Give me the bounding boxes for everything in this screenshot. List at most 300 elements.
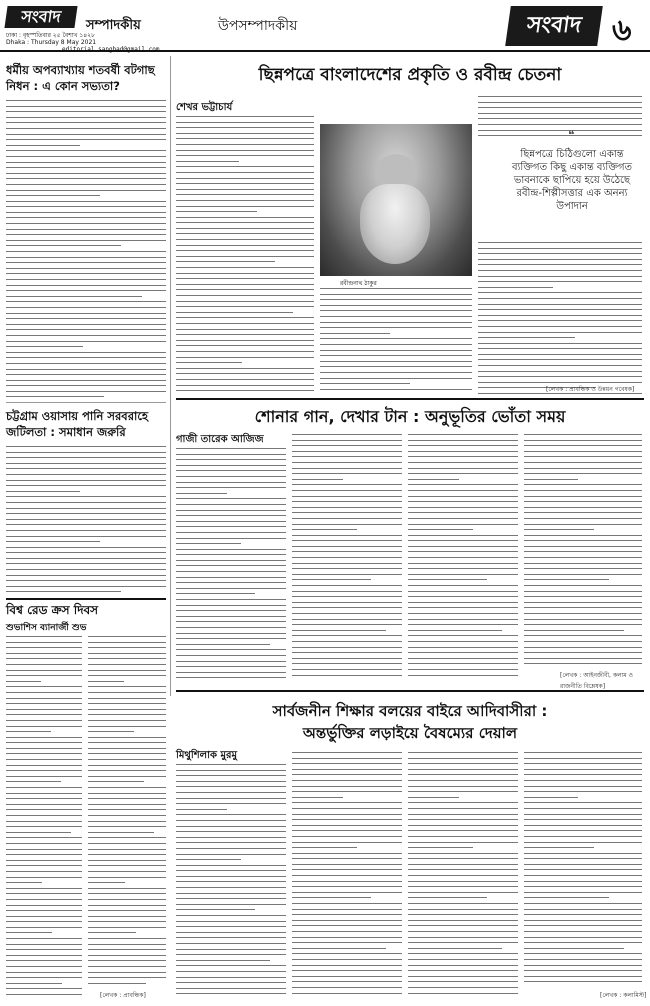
body-text-line [6, 927, 82, 928]
body-text-line [408, 456, 518, 457]
third-byline: মিথুশিলাক মুরমু [176, 750, 238, 761]
body-text-line [176, 476, 286, 477]
body-text-line [176, 368, 314, 369]
body-text-line [478, 365, 642, 366]
body-text-line [478, 259, 642, 260]
body-text-line [292, 752, 402, 753]
body-text-line [292, 937, 402, 938]
body-text-line [176, 122, 314, 123]
body-text-line [176, 362, 242, 363]
body-text-line [176, 459, 286, 460]
body-text-line [6, 178, 166, 179]
body-text-line [524, 434, 642, 435]
body-text-line [88, 865, 166, 866]
body-text-line [408, 663, 518, 664]
body-text-line [408, 484, 518, 485]
body-text-line [176, 532, 286, 533]
left-article3-headline: বিশ্ব রেড ক্রস দিবস [6, 603, 99, 617]
body-text-line [524, 663, 642, 664]
body-text-line [6, 759, 82, 760]
body-text-line [408, 652, 518, 653]
body-text-line [524, 953, 642, 954]
body-text-line [524, 875, 642, 876]
body-text-line [320, 338, 472, 339]
body-text-line [408, 551, 518, 552]
body-text-line [6, 753, 82, 754]
body-text-line [292, 897, 371, 898]
body-text-line [176, 627, 286, 628]
body-text-line [88, 804, 166, 805]
body-text-line [524, 858, 642, 859]
body-text-line [408, 669, 518, 670]
body-text-line [524, 591, 642, 592]
body-text-line [524, 948, 624, 949]
body-text-line [176, 317, 314, 318]
body-text-line [6, 988, 82, 989]
body-text-line [176, 178, 314, 179]
body-text-line [176, 390, 314, 391]
body-text-line [176, 166, 314, 167]
body-text-line [176, 385, 314, 386]
body-text-line [292, 864, 402, 865]
body-text-line [408, 479, 459, 480]
body-text-line [176, 865, 286, 866]
body-text-line [176, 345, 314, 346]
body-text-line [6, 530, 166, 531]
body-text-line [292, 892, 402, 893]
body-text-line [88, 759, 166, 760]
body-text-line [6, 341, 166, 342]
body-text-line [320, 378, 472, 379]
body-text-line [6, 983, 62, 984]
body-text-line [292, 869, 402, 870]
body-text-line [88, 932, 136, 933]
body-text-line [176, 848, 286, 849]
body-text-line [176, 560, 286, 561]
body-text-line [6, 703, 82, 704]
body-text-line [292, 914, 402, 915]
body-text-line [88, 960, 166, 961]
photo-caption: রবীন্দ্রনাথ ঠাকুর [340, 280, 377, 287]
body-text-line [176, 273, 314, 274]
body-text-line [524, 830, 642, 831]
body-text-line [408, 630, 502, 631]
body-text-line [176, 487, 286, 488]
body-text-line [176, 803, 286, 804]
body-text-line [524, 881, 642, 882]
body-text-line [6, 223, 166, 224]
body-text-line [292, 769, 402, 770]
body-text-line [6, 770, 82, 771]
body-text-line [408, 758, 518, 759]
body-text-line [6, 949, 82, 950]
body-text-line [408, 965, 518, 966]
body-text-line [320, 344, 472, 345]
body-text-line [6, 357, 166, 358]
left-article3-credit: [লেখক : প্রাবন্ধিক] [100, 992, 146, 999]
body-text-line [176, 565, 286, 566]
body-text-line [88, 686, 166, 687]
body-text-line [176, 334, 314, 335]
body-text-line [524, 825, 642, 826]
newspaper-logo: সংবাদ [505, 6, 603, 46]
body-text-line [88, 636, 166, 637]
body-text-line [176, 373, 314, 374]
body-text-line [176, 582, 286, 583]
body-text-line [292, 774, 402, 775]
body-text-line [6, 513, 166, 514]
body-text-line [6, 552, 166, 553]
body-text-line [292, 641, 402, 642]
body-text-line [524, 920, 642, 921]
body-text-line [6, 966, 82, 967]
body-text-line [478, 292, 642, 293]
left-divider-1 [6, 402, 166, 403]
body-text-line [88, 781, 144, 782]
body-text-line [6, 128, 166, 129]
body-text-line [176, 543, 241, 544]
body-text-line [408, 641, 518, 642]
body-text-line [408, 814, 518, 815]
body-text-line [292, 507, 402, 508]
body-text-line [292, 791, 402, 792]
body-text-line [478, 107, 642, 108]
body-text-line [524, 540, 642, 541]
body-text-line [88, 860, 166, 861]
body-text-line [292, 808, 402, 809]
body-text-line [408, 864, 518, 865]
author-photo [320, 124, 472, 276]
left-article1-body [6, 100, 166, 400]
body-text-line [176, 211, 257, 212]
body-text-line [6, 837, 82, 838]
body-text-line [524, 780, 642, 781]
body-text-line [524, 970, 642, 971]
body-text-line [176, 256, 314, 257]
body-text-line [6, 882, 42, 883]
body-text-line [292, 780, 402, 781]
body-text-line [88, 854, 166, 855]
body-text-line [6, 714, 82, 715]
body-text-line [6, 647, 82, 648]
body-text-line [524, 624, 642, 625]
left-divider-2 [6, 598, 166, 600]
body-text-line [292, 925, 402, 926]
body-text-line [6, 809, 82, 810]
body-text-line [524, 853, 642, 854]
body-text-line [6, 491, 80, 492]
sub-editorial-label: উপসম্পাদকীয় [218, 18, 298, 34]
body-text-line [292, 596, 402, 597]
body-text-line [6, 485, 166, 486]
body-text-line [524, 658, 642, 659]
body-text-line [6, 658, 82, 659]
body-text-line [88, 798, 166, 799]
body-text-line [88, 709, 166, 710]
body-text-line [408, 931, 518, 932]
body-text-line [524, 563, 642, 564]
body-text-line [478, 102, 642, 103]
body-text-line [524, 647, 642, 648]
body-text-line [408, 819, 518, 820]
body-text-line [524, 602, 642, 603]
body-text-line [524, 546, 642, 547]
body-text-line [6, 793, 82, 794]
body-text-line [88, 720, 166, 721]
body-text-line [6, 681, 41, 682]
body-text-line [6, 893, 82, 894]
body-text-line [524, 797, 578, 798]
body-text-line [292, 825, 402, 826]
body-text-line [408, 830, 518, 831]
body-text-line [176, 854, 286, 855]
body-text-line [292, 540, 402, 541]
body-text-line [6, 369, 166, 370]
body-text-line [292, 563, 402, 564]
body-text-line [408, 490, 518, 491]
body-text-line [524, 763, 642, 764]
body-text-line [524, 886, 642, 887]
body-text-line [292, 942, 402, 943]
body-text-line [292, 981, 402, 982]
body-text-line [478, 118, 642, 119]
body-text-line [176, 770, 286, 771]
body-text-line [176, 644, 270, 645]
left-article1-headline: ধর্মীয় অপব্যাখ্যায় শতবর্ষী বটগাছ নিধন : এ কোন সভ্যতা? [6, 63, 155, 93]
body-text-line [88, 748, 166, 749]
lead-body-col1 [176, 116, 314, 394]
body-text-line [524, 496, 642, 497]
body-text-line [176, 677, 286, 678]
body-text-line [6, 905, 82, 906]
body-text-line [292, 652, 402, 653]
body-text-line [6, 296, 142, 297]
body-text-line [292, 965, 402, 966]
body-text-line [408, 869, 518, 870]
body-text-line [408, 808, 518, 809]
body-text-line [408, 769, 518, 770]
body-text-line [408, 512, 518, 513]
body-text-line [88, 793, 166, 794]
body-text-line [524, 613, 642, 614]
body-text-line [6, 329, 166, 330]
body-text-line [6, 134, 166, 135]
body-text-line [176, 786, 286, 787]
body-text-line [292, 619, 402, 620]
quote-icon: ❝ [568, 128, 575, 142]
body-text-line [292, 853, 402, 854]
body-text-line [176, 781, 286, 782]
body-text-line [6, 352, 166, 353]
body-text-line [6, 273, 166, 274]
body-text-line [408, 976, 518, 977]
body-text-line [176, 267, 314, 268]
body-text-line [524, 551, 642, 552]
body-text-line [524, 925, 642, 926]
body-text-line [524, 641, 642, 642]
body-text-line [524, 864, 642, 865]
body-text-line [408, 440, 518, 441]
body-text-line [176, 295, 314, 296]
body-text-line [408, 462, 518, 463]
body-text-line [292, 948, 386, 949]
body-text-line [478, 343, 642, 344]
body-text-line [408, 540, 518, 541]
body-text-line [292, 501, 402, 502]
editorial-label: সম্পাদকীয় [86, 18, 141, 33]
body-text-line [478, 287, 553, 288]
body-text-line [292, 786, 402, 787]
body-text-line [6, 804, 82, 805]
body-text-line [88, 653, 166, 654]
lead-byline: শেখর ভট্টাচার্য [176, 102, 233, 113]
body-text-line [6, 474, 166, 475]
body-text-line [320, 372, 472, 373]
body-text-line [524, 445, 642, 446]
body-text-line [176, 323, 314, 324]
body-text-line [524, 501, 642, 502]
body-text-line [408, 836, 518, 837]
body-text-line [292, 591, 402, 592]
body-text-line [524, 535, 642, 536]
body-text-line [6, 910, 82, 911]
body-text-line [292, 836, 402, 837]
body-text-line [6, 307, 166, 308]
body-text-line [478, 281, 642, 282]
body-text-line [6, 776, 82, 777]
body-text-line [292, 490, 402, 491]
body-text-line [176, 965, 286, 966]
body-text-line [176, 144, 314, 145]
body-text-line [6, 229, 166, 230]
body-text-line [176, 379, 314, 380]
body-text-line [176, 775, 286, 776]
body-text-line [408, 574, 518, 575]
body-text-line [408, 675, 518, 676]
body-text-line [292, 613, 402, 614]
body-text-line [478, 348, 642, 349]
third-headline-line2: অন্তর্ভুক্তির লড়াইয়ে বৈষম্যের দেয়াল [302, 724, 518, 742]
body-text-line [524, 842, 642, 843]
body-text-line [292, 847, 357, 848]
body-text-line [408, 557, 518, 558]
body-text-line [176, 228, 314, 229]
body-text-line [408, 473, 518, 474]
body-text-line [88, 826, 166, 827]
body-text-line [88, 670, 166, 671]
body-text-line [176, 792, 286, 793]
body-text-line [176, 357, 314, 358]
body-text-line [88, 698, 166, 699]
body-text-line [292, 993, 402, 994]
body-text-line [6, 201, 166, 202]
body-text-line [292, 518, 402, 519]
body-text-line [524, 635, 642, 636]
body-text-line [524, 836, 642, 837]
body-text-line [176, 351, 314, 352]
body-text-line [6, 480, 166, 481]
body-text-line [524, 468, 642, 469]
body-text-line [176, 655, 286, 656]
body-text-line [6, 234, 166, 235]
body-text-line [88, 927, 166, 928]
body-text-line [6, 994, 82, 995]
body-text-line [478, 248, 642, 249]
body-text-line [478, 96, 642, 97]
body-text-line [478, 309, 642, 310]
body-text-line [6, 251, 166, 252]
body-text-line [6, 653, 82, 654]
body-text-line [88, 910, 166, 911]
body-text-line [88, 664, 166, 665]
body-text-line [88, 877, 166, 878]
body-text-line [176, 943, 286, 944]
body-text-line [176, 904, 286, 905]
body-text-line [478, 320, 642, 321]
body-text-line [292, 763, 402, 764]
body-text-line [6, 591, 121, 592]
body-text-line [88, 765, 166, 766]
body-text-line [320, 333, 390, 334]
body-text-line [524, 814, 642, 815]
body-text-line [320, 327, 472, 328]
body-text-line [524, 819, 642, 820]
body-text-line [6, 575, 166, 576]
body-text-line [408, 546, 518, 547]
body-text-line [408, 579, 487, 580]
body-text-line [292, 959, 402, 960]
body-text-line [6, 508, 166, 509]
body-text-line [176, 571, 286, 572]
body-text-line [88, 681, 124, 682]
body-text-line [6, 826, 82, 827]
body-text-line [176, 988, 286, 989]
body-text-line [88, 753, 166, 754]
body-text-line [292, 647, 402, 648]
body-text-line [524, 440, 642, 441]
body-text-line [6, 731, 51, 732]
body-text-line [176, 921, 286, 922]
body-text-line [176, 206, 314, 207]
body-text-line [88, 977, 166, 978]
body-text-line [6, 686, 82, 687]
body-text-line [88, 642, 166, 643]
body-text-line [292, 484, 402, 485]
body-text-line [6, 396, 104, 397]
body-text-line [88, 714, 166, 715]
body-text-line [176, 588, 286, 589]
body-text-line [408, 635, 518, 636]
body-text-line [6, 524, 166, 525]
left-article3-byline: শুভাশিস ব্যানার্জী শুভ [6, 623, 87, 633]
body-text-line [176, 312, 293, 313]
body-text-line [6, 821, 82, 822]
body-text-line [320, 316, 472, 317]
body-text-line [292, 675, 402, 676]
body-text-line [6, 156, 166, 157]
body-text-line [6, 787, 82, 788]
body-text-line [320, 361, 472, 362]
body-text-line [292, 579, 371, 580]
body-text-line [320, 383, 410, 384]
body-text-line [88, 821, 166, 822]
left-article2-headline: চট্টগ্রাম ওয়াসায় পানি সরবরাহে জটিলতা : সমাধান জরুরি [6, 409, 149, 439]
body-text-line [408, 774, 518, 775]
body-text-line [478, 376, 642, 377]
body-text-line [292, 479, 343, 480]
body-text-line [408, 524, 518, 525]
body-text-line [6, 899, 82, 900]
